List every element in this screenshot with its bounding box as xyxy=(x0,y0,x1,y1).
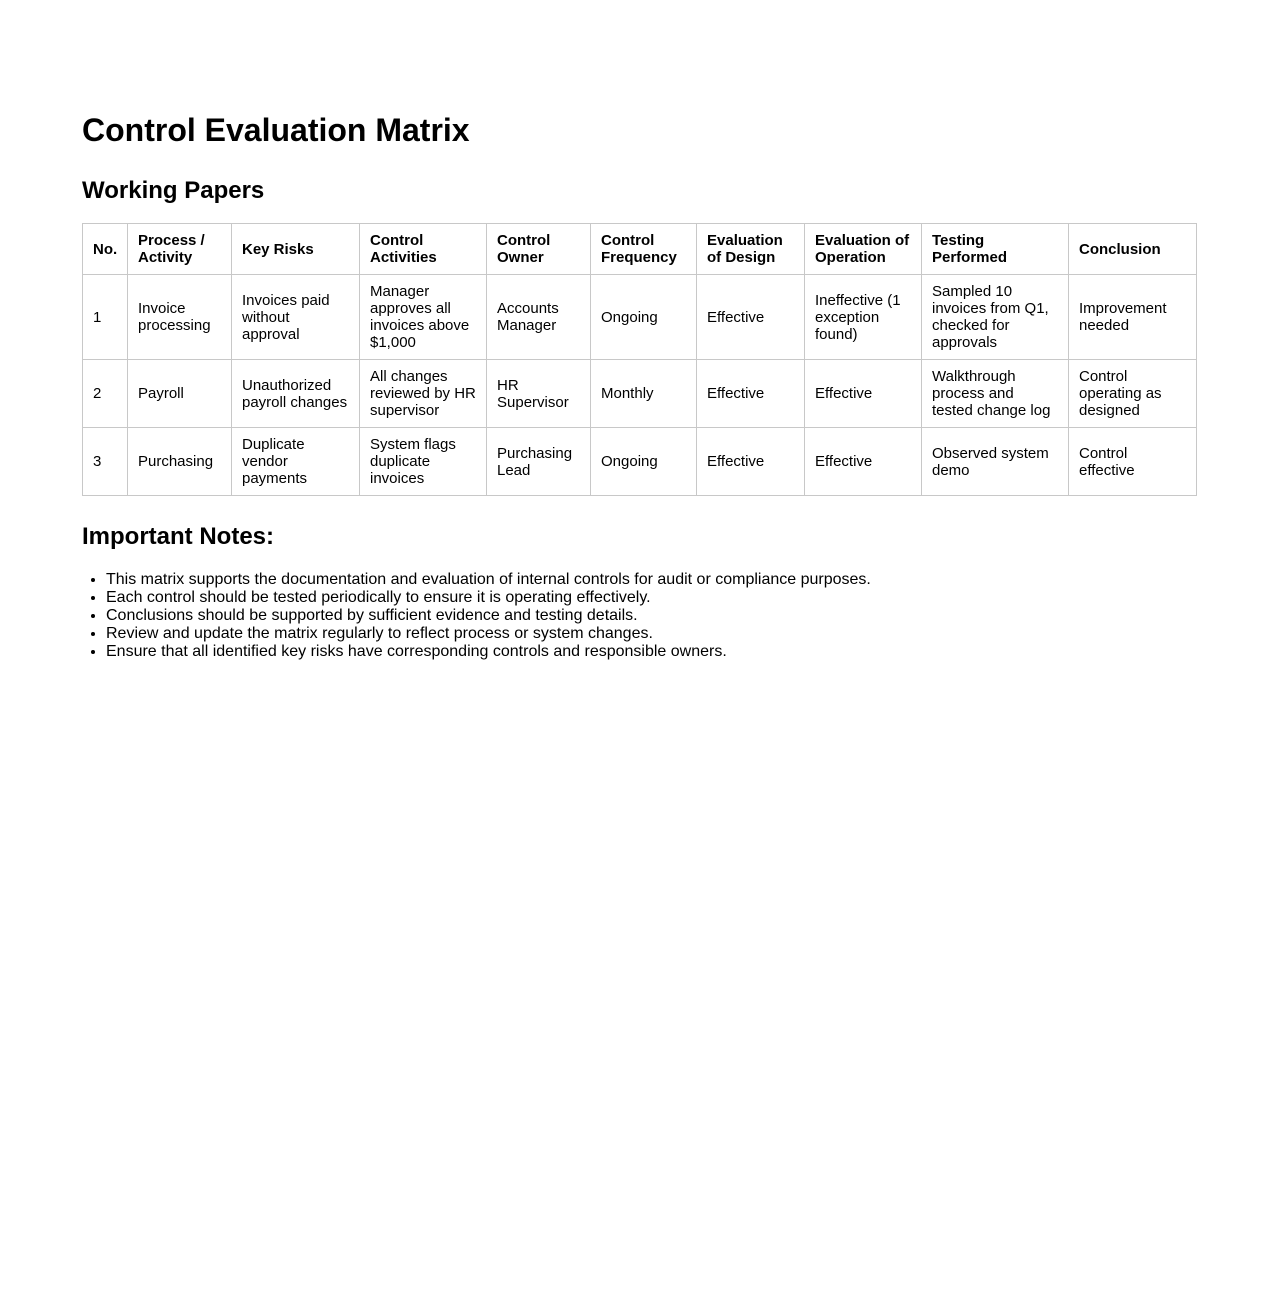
cell-control-owner: Purchasing Lead xyxy=(487,428,591,496)
cell-process: Invoice processing xyxy=(128,275,232,360)
cell-no: 2 xyxy=(83,360,128,428)
header-no: No. xyxy=(83,224,128,275)
notes-title: Important Notes: xyxy=(82,523,274,550)
list-item: • Conclusions should be supported by sufficient evidence and testing details. xyxy=(106,607,1206,625)
cell-testing-performed: Walkthrough process and tested change log xyxy=(922,360,1069,428)
header-evaluation-design: Evaluation of Design xyxy=(697,224,805,275)
cell-testing-performed: Sampled 10 invoices from Q1, checked for approvals xyxy=(922,275,1069,360)
table-row xyxy=(83,360,1197,428)
table-row xyxy=(83,428,1197,496)
page-title: Control Evaluation Matrix xyxy=(82,112,470,148)
list-item: • This matrix supports the documentation and evaluation of internal controls for audit or compliance purposes. xyxy=(106,571,1206,589)
cell-conclusion: Control operating as designed xyxy=(1069,360,1197,428)
cell-process: Payroll xyxy=(128,360,232,428)
cell-key-risks: Unauthorized payroll changes xyxy=(232,360,360,428)
header-control-owner: Control Owner xyxy=(487,224,591,275)
header-key-risks: Key Risks xyxy=(232,224,360,275)
cell-process: Purchasing xyxy=(128,428,232,496)
cell-conclusion: Improvement needed xyxy=(1069,275,1197,360)
table-row xyxy=(83,275,1197,360)
notes-list xyxy=(82,571,1206,661)
cell-evaluation-design: Effective xyxy=(697,428,805,496)
list-item: • Review and update the matrix regularly to reflect process or system changes. xyxy=(106,625,1206,643)
cell-testing-performed: Observed system demo xyxy=(922,428,1069,496)
header-control-frequency: Control Frequency xyxy=(591,224,697,275)
control-matrix-table xyxy=(82,223,1197,496)
list-item: • Ensure that all identified key risks have corresponding controls and responsible owners. xyxy=(106,643,1206,661)
cell-evaluation-design: Effective xyxy=(697,360,805,428)
cell-evaluation-operation: Ineffective (1 exception found) xyxy=(805,275,922,360)
cell-evaluation-design: Effective xyxy=(697,275,805,360)
cell-control-owner: Accounts Manager xyxy=(487,275,591,360)
cell-control-frequency: Ongoing xyxy=(591,275,697,360)
cell-evaluation-operation: Effective xyxy=(805,428,922,496)
cell-control-activities: System flags duplicate invoices xyxy=(360,428,487,496)
header-conclusion: Conclusion xyxy=(1069,224,1197,275)
header-testing-performed: Testing Performed xyxy=(922,224,1069,275)
cell-control-activities: All changes reviewed by HR supervisor xyxy=(360,360,487,428)
cell-key-risks: Duplicate vendor payments xyxy=(232,428,360,496)
cell-control-activities: Manager approves all invoices above $1,000 xyxy=(360,275,487,360)
cell-no: 1 xyxy=(83,275,128,360)
cell-key-risks: Invoices paid without approval xyxy=(232,275,360,360)
cell-control-frequency: Monthly xyxy=(591,360,697,428)
header-control-activities: Control Activities xyxy=(360,224,487,275)
cell-evaluation-operation: Effective xyxy=(805,360,922,428)
header-process: Process / Activity xyxy=(128,224,232,275)
list-item: • Each control should be tested periodically to ensure it is operating effectively. xyxy=(106,589,1206,607)
cell-no: 3 xyxy=(83,428,128,496)
table-header-row xyxy=(83,224,1197,275)
cell-control-frequency: Ongoing xyxy=(591,428,697,496)
cell-control-owner: HR Supervisor xyxy=(487,360,591,428)
section-title: Working Papers xyxy=(82,177,265,204)
header-evaluation-operation: Evaluation of Operation xyxy=(805,224,922,275)
cell-conclusion: Control effective xyxy=(1069,428,1197,496)
